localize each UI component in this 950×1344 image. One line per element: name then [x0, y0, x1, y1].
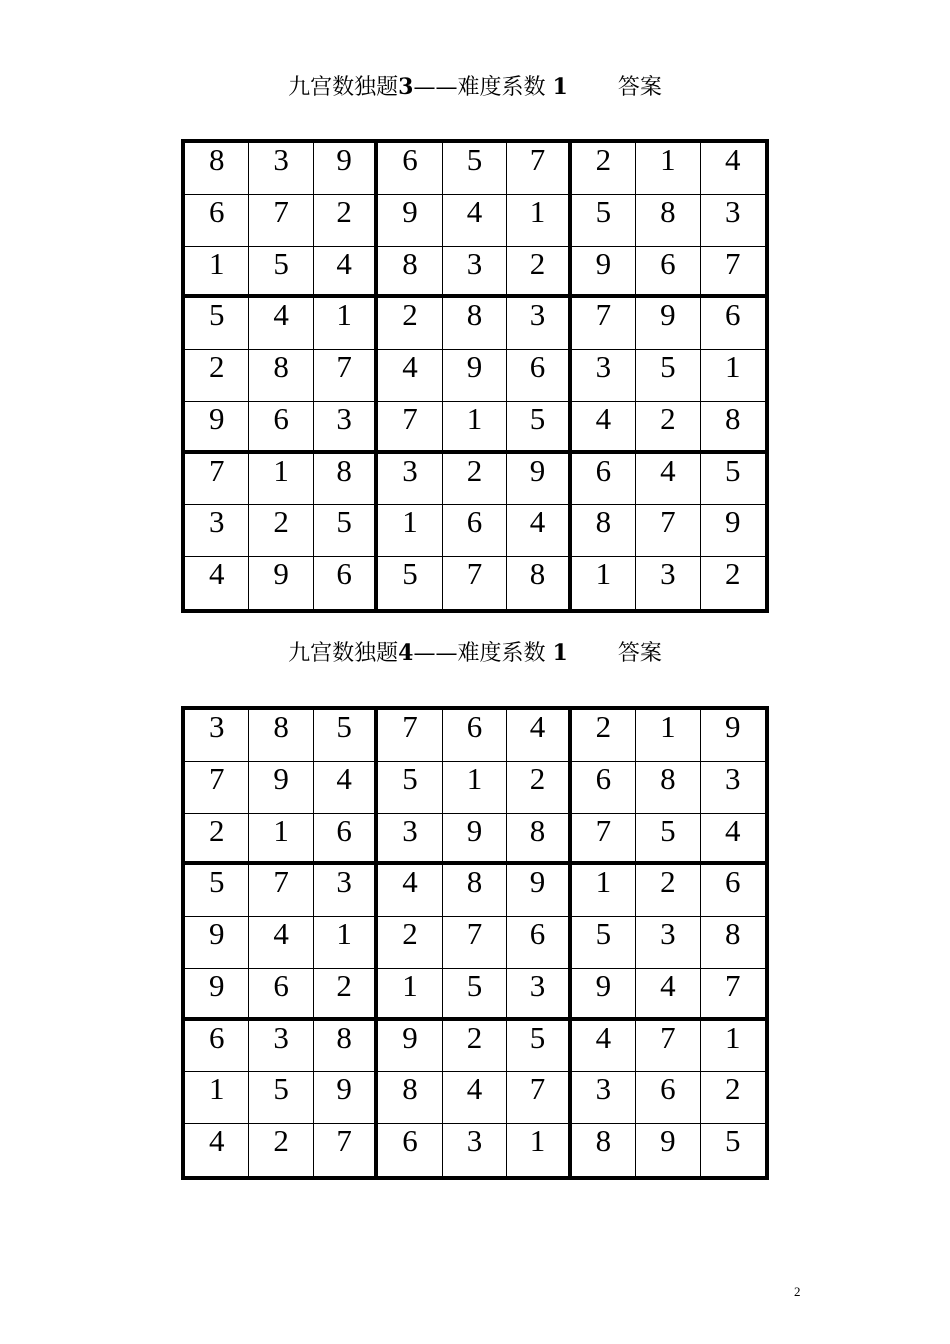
sudoku-cell: 1	[314, 917, 378, 969]
sudoku-cell: 6	[572, 762, 636, 814]
sudoku-cell: 5	[701, 454, 765, 506]
sudoku-cell: 3	[636, 917, 700, 969]
sudoku-cell: 8	[701, 917, 765, 969]
sudoku-cell: 8	[185, 143, 249, 195]
sudoku-cell: 3	[701, 762, 765, 814]
sudoku-grid-3	[181, 139, 769, 613]
sudoku-cell: 7	[443, 557, 507, 609]
sudoku-cell: 1	[701, 1021, 765, 1073]
sudoku-cell: 7	[314, 1124, 378, 1176]
sudoku-cell: 6	[701, 298, 765, 350]
sudoku-cell: 5	[185, 865, 249, 917]
sudoku-cell: 8	[378, 247, 442, 299]
title-middle: ——难度系数	[413, 75, 546, 100]
sudoku-cell: 4	[185, 557, 249, 609]
sudoku-cell: 9	[185, 917, 249, 969]
sudoku-cell: 7	[507, 143, 571, 195]
sudoku-cell: 2	[314, 969, 378, 1021]
sudoku-cell: 2	[725, 557, 741, 592]
puzzle-3-title	[0, 72, 950, 103]
puzzle-number: 4	[398, 640, 414, 666]
sudoku-cell: 3	[572, 350, 636, 402]
sudoku-cell: 3	[185, 710, 249, 762]
sudoku-cell: 2	[249, 505, 313, 557]
sudoku-cell: 7	[572, 298, 636, 350]
sudoku-cell: 7	[249, 865, 313, 917]
sudoku-cell: 7	[185, 454, 249, 506]
sudoku-cell: 8	[443, 298, 507, 350]
sudoku-cell: 2	[185, 814, 249, 866]
sudoku-cell: 8	[314, 1021, 378, 1073]
sudoku-cell: 8	[249, 350, 313, 402]
sudoku-cell: 3	[443, 247, 507, 299]
sudoku-cell: 6	[443, 710, 507, 762]
sudoku-cell: 7	[572, 814, 636, 866]
sudoku-cell: 5	[572, 917, 636, 969]
sudoku-cell: 2	[314, 195, 378, 247]
sudoku-cell: 6	[378, 1124, 442, 1176]
sudoku-cell: 3	[249, 1021, 313, 1073]
sudoku-cell: 8	[507, 557, 571, 609]
title-prefix: 九宫数独题	[288, 641, 399, 666]
difficulty-value: 1	[552, 74, 568, 100]
sudoku-cell: 2	[636, 402, 700, 454]
sudoku-cell: 2	[249, 1124, 313, 1176]
sudoku-cell: 3	[507, 298, 571, 350]
sudoku-cell: 4	[378, 350, 442, 402]
sudoku-cell: 3	[249, 143, 313, 195]
title-prefix: 九宫数独题	[288, 75, 399, 100]
sudoku-cell: 9	[636, 1124, 700, 1176]
sudoku-cell: 2	[701, 1072, 765, 1124]
sudoku-cell: 9	[636, 298, 700, 350]
sudoku-cell: 3	[701, 195, 765, 247]
sudoku-cell: 4	[701, 143, 765, 195]
sudoku-cell: 1	[443, 762, 507, 814]
sudoku-cell: 7	[507, 1072, 571, 1124]
sudoku-cell: 5	[572, 195, 636, 247]
sudoku-cell: 6	[314, 557, 378, 609]
sudoku-cell: 5	[314, 710, 378, 762]
sudoku-cell: 6	[249, 402, 313, 454]
sudoku-cell: 4	[701, 814, 765, 866]
sudoku-cell: 1	[378, 505, 442, 557]
sudoku-cell: 7	[701, 969, 765, 1021]
sudoku-cell: 9	[701, 710, 765, 762]
sudoku-cell: 1	[378, 969, 442, 1021]
sudoku-cell: 5	[378, 557, 442, 609]
sudoku-cell: 5	[443, 143, 507, 195]
sudoku-cell: 9	[443, 814, 507, 866]
sudoku-cell: 2	[378, 917, 442, 969]
sudoku-cell: 9	[443, 350, 507, 402]
sudoku-cell: 2	[572, 143, 636, 195]
sudoku-cell: 9	[185, 969, 249, 1021]
sudoku-cell: 6	[701, 865, 765, 917]
sudoku-cell: 6	[636, 247, 700, 299]
sudoku-cell: 8	[636, 762, 700, 814]
sudoku-cell: 7	[443, 917, 507, 969]
sudoku-cell: 4	[249, 298, 313, 350]
sudoku-cell: 7	[185, 762, 249, 814]
sudoku-cell: 9	[507, 454, 571, 506]
sudoku-cell: 4	[507, 505, 571, 557]
sudoku-cell: 3	[572, 1072, 636, 1124]
page-number: 2	[794, 1284, 801, 1299]
sudoku-cell: 5	[249, 247, 313, 299]
sudoku-cell: 3	[314, 402, 378, 454]
sudoku-cell: 4	[443, 195, 507, 247]
sudoku-cell: 4	[572, 1021, 636, 1073]
sudoku-cell: 1	[443, 402, 507, 454]
sudoku-cell: 1	[314, 298, 378, 350]
sudoku-cell: 8	[314, 454, 378, 506]
sudoku-cell: 3	[443, 1124, 507, 1176]
sudoku-cell: 4	[185, 1124, 249, 1176]
sudoku-cell: 9	[378, 1021, 442, 1073]
sudoku-cell: 2	[507, 762, 571, 814]
sudoku-cell: 6	[249, 969, 313, 1021]
sudoku-cell: 7	[378, 402, 442, 454]
sudoku-cell: 6	[507, 350, 571, 402]
sudoku-cell: 9	[314, 1072, 378, 1124]
sudoku-cell: 9	[572, 969, 636, 1021]
sudoku-cell: 8	[701, 402, 765, 454]
sudoku-cell: 4	[443, 1072, 507, 1124]
sudoku-cell: 7	[249, 195, 313, 247]
sudoku-cell: 9	[185, 402, 249, 454]
sudoku-cell: 9	[701, 505, 765, 557]
sudoku-cell: 2	[185, 350, 249, 402]
sudoku-cell: 6	[314, 814, 378, 866]
sudoku-cell: 6	[185, 1021, 249, 1073]
sudoku-cell: 7	[636, 1021, 700, 1073]
sudoku-cell: 8	[378, 1072, 442, 1124]
sudoku-cell: 2	[572, 710, 636, 762]
sudoku-cell: 5	[636, 350, 700, 402]
sudoku-cell: 8	[249, 710, 313, 762]
sudoku-cell: 5	[378, 762, 442, 814]
sudoku-cell: 4	[314, 762, 378, 814]
sudoku-cell: 7	[378, 710, 442, 762]
sudoku-cell: 1	[572, 865, 636, 917]
sudoku-cell: 7	[636, 505, 700, 557]
sudoku-cell: 2	[443, 1021, 507, 1073]
sudoku-cell: 6	[443, 505, 507, 557]
sudoku-cell: 2	[507, 247, 571, 299]
sudoku-cell: 4	[572, 402, 636, 454]
answer-label: 答案	[617, 75, 662, 100]
sudoku-cell: 4	[507, 710, 571, 762]
sudoku-cell: 6	[185, 195, 249, 247]
sudoku-cell: 3	[507, 969, 571, 1021]
sudoku-cell: 9	[572, 247, 636, 299]
sudoku-cell: 3	[378, 454, 442, 506]
sudoku-cell: 3	[378, 814, 442, 866]
sudoku-cell: 4	[378, 865, 442, 917]
sudoku-cell: 8	[443, 865, 507, 917]
sudoku-cell: 5	[185, 298, 249, 350]
sudoku-cell: 1	[185, 247, 249, 299]
sudoku-grid-4	[181, 706, 769, 1180]
sudoku-cell: 1	[701, 350, 765, 402]
sudoku-cell: 4	[636, 454, 700, 506]
puzzle-number: 3	[398, 74, 414, 100]
sudoku-cell: 6	[572, 454, 636, 506]
sudoku-cell: 1	[507, 1124, 571, 1176]
sudoku-cell: 5	[725, 1124, 741, 1159]
sudoku-cell: 6	[378, 143, 442, 195]
sudoku-cell: 5	[314, 505, 378, 557]
sudoku-cell: 5	[507, 1021, 571, 1073]
sudoku-cell: 2	[443, 454, 507, 506]
sudoku-cell: 1	[636, 143, 700, 195]
sudoku-cell: 5	[636, 814, 700, 866]
sudoku-cell: 9	[249, 762, 313, 814]
sudoku-cell: 5	[443, 969, 507, 1021]
sudoku-cell: 1	[636, 710, 700, 762]
sudoku-cell: 1	[507, 195, 571, 247]
sudoku-cell: 6	[636, 1072, 700, 1124]
sudoku-cell: 5	[249, 1072, 313, 1124]
sudoku-cell: 1	[185, 1072, 249, 1124]
sudoku-cell: 9	[507, 865, 571, 917]
sudoku-cell: 5	[507, 402, 571, 454]
sudoku-cell: 4	[636, 969, 700, 1021]
sudoku-cell: 3	[636, 557, 700, 609]
sudoku-cell: 7	[701, 247, 765, 299]
sudoku-cell: 8	[507, 814, 571, 866]
sudoku-cell: 3	[185, 505, 249, 557]
difficulty-value: 1	[552, 640, 568, 666]
sudoku-cell: 2	[636, 865, 700, 917]
sudoku-cell: 9	[249, 557, 313, 609]
title-middle: ——难度系数	[413, 641, 546, 666]
sudoku-cell: 9	[314, 143, 378, 195]
sudoku-cell: 9	[378, 195, 442, 247]
puzzle-4-title	[0, 638, 950, 669]
answer-label: 答案	[617, 641, 662, 666]
sudoku-cell: 4	[314, 247, 378, 299]
sudoku-cell: 1	[572, 557, 636, 609]
sudoku-cell: 2	[378, 298, 442, 350]
sudoku-cell: 4	[249, 917, 313, 969]
sudoku-cell: 1	[249, 454, 313, 506]
sudoku-cell: 8	[572, 505, 636, 557]
sudoku-cell: 8	[572, 1124, 636, 1176]
sudoku-cell: 1	[249, 814, 313, 866]
sudoku-cell: 7	[314, 350, 378, 402]
sudoku-cell: 8	[636, 195, 700, 247]
sudoku-cell: 3	[314, 865, 378, 917]
sudoku-cell: 6	[507, 917, 571, 969]
